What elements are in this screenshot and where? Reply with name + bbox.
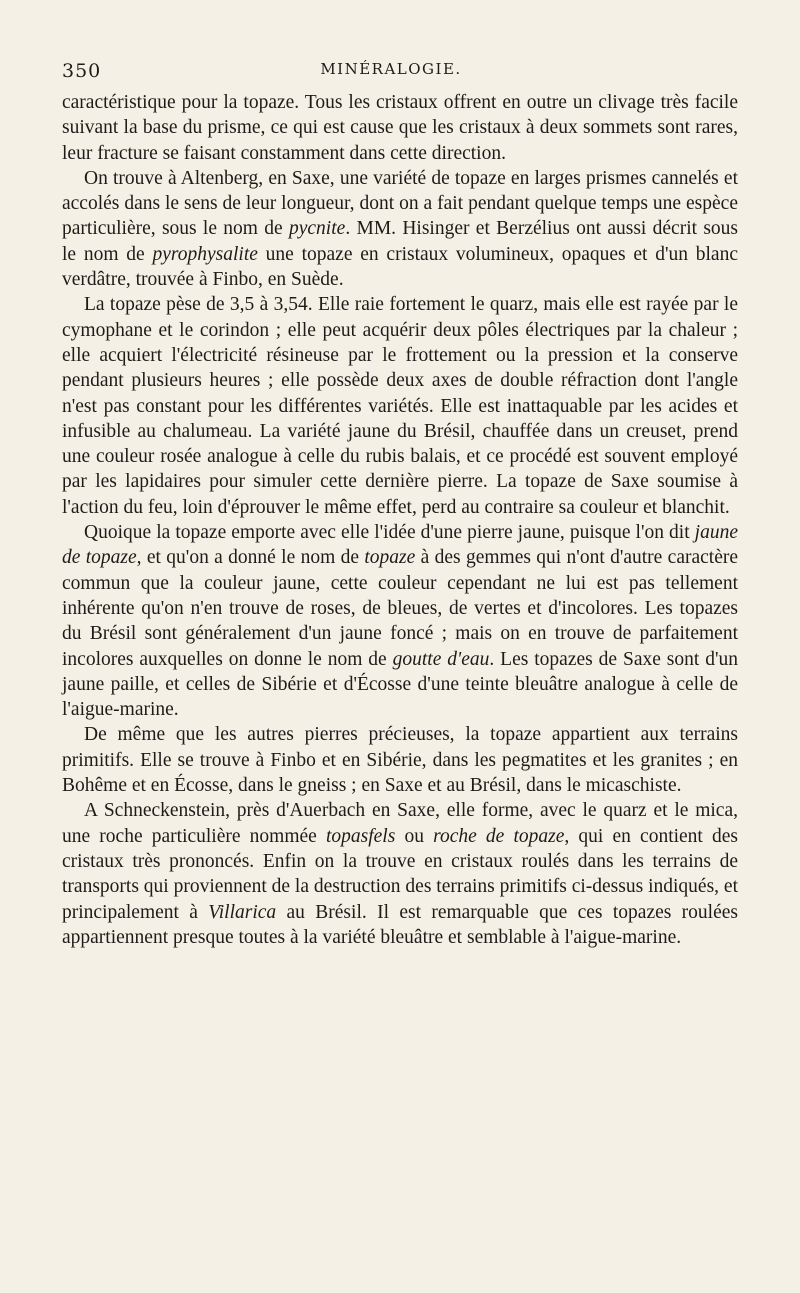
italic-term: Villarica <box>208 901 277 923</box>
text-run: . Les topazes de Saxe sont d'un jaune paille, et celles de Sibérie et d'Écosse d'une teinte bleuâtre analogue à celle de l'aigue-marine. <box>62 648 738 721</box>
paragraph-6 <box>62 798 738 950</box>
page-number: 350 <box>62 60 102 82</box>
italic-term: topasfels <box>325 825 396 847</box>
italic-term: goutte d'eau <box>392 648 490 670</box>
text-run: A Schneckenstein, près d'Auerbach en Saxe, elle forme, avec le quarz et le mica, une roche particulière nommée <box>62 800 738 847</box>
text-run: . MM. Hisinger et Berzélius ont aussi décrit sous le nom de <box>62 218 739 265</box>
text-run: Quoique la topaze emporte avec elle l'idée d'une pierre jaune, puisque l'on dit <box>84 522 695 544</box>
italic-term: topaze <box>364 547 416 569</box>
text-run: On trouve à Altenberg, en Saxe, une variété de topaze en larges prismes cannelés et accolés dans le sens de leur longueur, dont on a fait pendant quelque temps une espèce particulière, sous le nom de <box>62 167 738 240</box>
italic-term: jaune de topaze <box>62 522 738 569</box>
italic-term: roche de topaze <box>433 825 565 847</box>
paragraph-2 <box>62 166 738 292</box>
text-run: une topaze en cristaux volumineux, opaques et d'un blanc verdâtre, trouvée à Finbo, en Suède. <box>62 243 738 291</box>
text-run: au Brésil. Il est remarquable que ces topazes roulées appartiennent presque toutes à la variété bleuâtre et semblable à l'aigue-marine. <box>62 901 738 948</box>
paragraph-4 <box>62 520 738 722</box>
page-header <box>62 60 740 90</box>
running-head: MINÉRALOGIE. <box>320 60 462 78</box>
text-run: De même que les autres pierres précieuses, la topaze appartient aux terrains primitifs. Elle se trouve à Finbo et en Sibérie, dans les pegmatites et les granites ; en Bohême et en Écosse, dans le gneiss ; en Saxe et au Brésil, dans le micaschiste. <box>62 724 738 797</box>
text-run: , et qu'on a donné le nom de <box>136 547 365 569</box>
text-run: ou <box>395 825 434 847</box>
text-run: La topaze pèse de 3,5 à 3,54. Elle raie fortement le quarz, mais elle est rayée par le cymophane et le corindon ; elle peut acquérir deux pôles électriques par la chaleur ; elle acquiert l'électricité résineuse par le frottement ou la pression et la conserve pendant plusieurs heures ; elle possède deux axes de double réfraction dont l'angle n'est pas constant pour les différentes variétés. Elle est inattaquable par les acides et infusible au chalumeau. La variété jaune du Brésil, chauffée dans un creuset, prend une couleur rosée analogue à celle du rubis balais, et ce procédé est souvent employé par les lapidaires pour simuler cette dernière pierre. La topaze de Saxe soumise à l'action du feu, loin d'éprouver le même effet, perd au contraire sa couleur et blanchit. <box>62 294 738 518</box>
italic-term: pycnite <box>289 218 346 240</box>
paragraph-3 <box>62 292 738 520</box>
text-run: à des gemmes qui n'ont d'autre caractère commun que la couleur jaune, cette couleur cependant ne lui est pas tellement inhérente qu'on n'en trouve de roses, de bleues, de vertes et d'incolores. Les topazes du Brésil sont généralement d'un jaune foncé ; mais on en trouve de parfaitement incolores auxquelles on donne le nom de <box>62 547 738 670</box>
text-run: , qui en contient des cristaux très prononcés. Enfin on la trouve en cristaux roulés dans les terrains de transports qui proviennent de la destruction des terrains primitifs ci-dessus indiqués, et principalement à <box>62 825 738 923</box>
paragraph-1 <box>62 90 738 166</box>
italic-term: pyrophysalite <box>152 243 258 265</box>
paragraph-5 <box>62 722 738 798</box>
body-text <box>62 90 738 950</box>
text-run: caractéristique pour la topaze. Tous les cristaux offrent en outre un clivage très facile suivant la base du prisme, ce qui est cause que les cristaux à deux sommets sont rares, leur fracture se faisant constamment dans cette direction. <box>62 92 738 164</box>
